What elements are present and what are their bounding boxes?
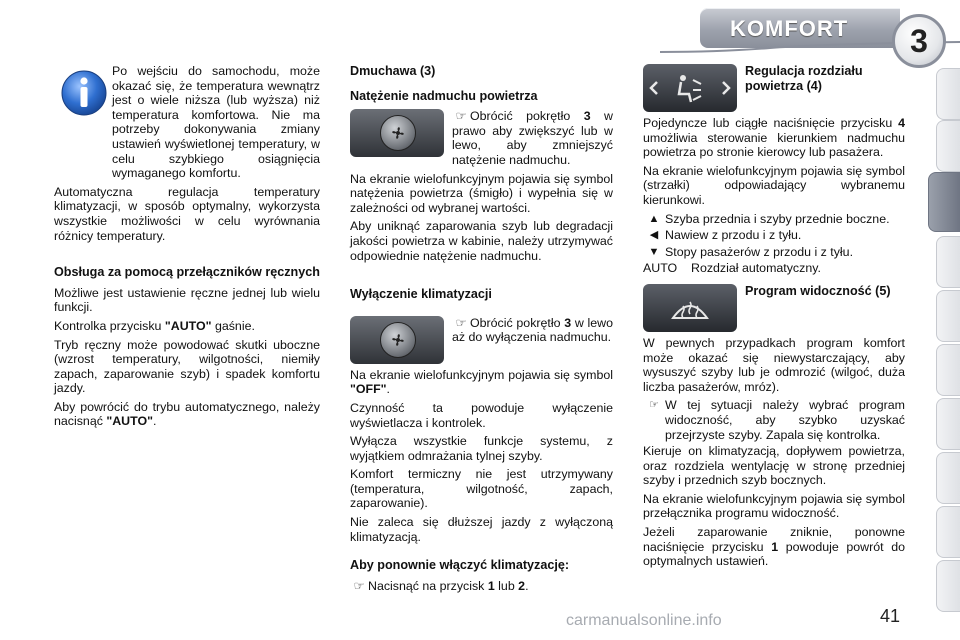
column-right	[643, 64, 905, 573]
fan-symbol-paragraph: Na ekranie wielofunkcyjnym pojawia się symbol natężenia powietrza (śmigło) i wypełnia się w zależności od wybranej wartości.	[350, 171, 613, 215]
edge-tab-2[interactable]	[936, 120, 960, 172]
comfort-not-kept-paragraph: Komfort termiczny nie jest utrzymywany (temperatura, wilgotność, zapach, zaparowanie).	[350, 467, 613, 511]
pointing-hand-icon: ☞	[455, 315, 467, 330]
press-button-paragraph: ☞ Nacisnąć na przycisk 1 lub 2.	[350, 579, 613, 594]
return-auto-paragraph: Aby powrócić do trybu automatycznego, należy nacisnąć "AUTO".	[54, 399, 320, 429]
visibility-reason-paragraph: W pewnych przypadkach program komfort może okazać się niewystarczający, aby wysuszyć szyby lub je odmrozić (wilgoć, duża liczba pasażerów, mróz).	[643, 335, 905, 394]
edge-tab-9[interactable]	[936, 506, 960, 558]
manual-side-effects-paragraph: Tryb ręczny może powodować skutki uboczne (wzrost temperatury, wilgotności, niemiły zapach, zaparowanie szyb) i spadek komfortu jazdy.	[54, 337, 320, 396]
off-symbol-paragraph: Na ekranie wielofunkcyjnym pojawia się symbol "OFF".	[350, 367, 613, 397]
list-item: ◀ Nawiew z przodu i z tyłu.	[643, 228, 905, 243]
not-recommended-paragraph: Nie zaleca się dłuższej jazdy z wyłączoną klimatyzacją.	[350, 515, 613, 544]
watermark: carmanualsonline.info	[566, 612, 722, 629]
intro-paragraph: Po wejściu do samochodu, może okazać się, że temperatura wewnątrz jest o wiele niższa (lub wyższa) niż temperatura komfortowa. Nie ma potrzeby dokonywania zmiany ustawień wyświetlonej temperatury, w celu szybkiego osiągnięcia wymaganego komfortu.	[112, 64, 320, 181]
air-intensity-heading: Natężenie nadmuchu powietrza	[350, 88, 538, 103]
auto-label: AUTO	[643, 261, 678, 276]
visibility-button-photo	[643, 284, 737, 332]
pointing-hand-icon: ☞	[353, 578, 365, 593]
visibility-effect-paragraph: Kieruje on klimatyzacją, dopływem powietrza, oraz rozdziela wentylację w stronę przedniej szyby i przednich szyb bocznych.	[643, 444, 905, 488]
page-title: KOMFORT	[730, 16, 849, 41]
arrows-symbol-paragraph: Na ekranie wielofunkcyjnym pojawia się symbol (strzałki) odpowiadający wybranemu kierunkowi.	[643, 163, 905, 207]
arrow-down-icon: ▼	[648, 245, 660, 258]
windscreen-defrost-icon	[643, 284, 737, 332]
chapter-number: 3	[892, 14, 946, 68]
chapter-edge-tabs	[928, 68, 960, 628]
list-item	[643, 261, 905, 276]
distribution-button-photo	[643, 64, 737, 112]
pointing-hand-icon: ☞	[455, 109, 467, 124]
arrow-up-icon: ▲	[648, 212, 660, 225]
edge-tab-5[interactable]	[936, 290, 960, 342]
ac-on-heading: Aby ponownie włączyć klimatyzację:	[350, 558, 570, 573]
manual-paragraph: Możliwe jest ustawienie ręczne jednej lub wielu funkcji.	[54, 285, 320, 315]
blower-knob-photo-2	[350, 316, 444, 364]
edge-tab-7[interactable]	[936, 398, 960, 450]
edge-tab-10[interactable]	[936, 560, 960, 612]
visibility-instruction: ☞ W tej sytuacji należy wybrać program widoczność, aby szybko uzyskać przejrzyste szyby. Zapala się kontrolka.	[643, 398, 905, 442]
ac-off-heading: Wyłączenie klimatyzacji	[350, 287, 492, 302]
auto-indicator-paragraph: Kontrolka przycisku "AUTO" gaśnie.	[54, 318, 255, 333]
avoid-fogging-paragraph: Aby uniknąć zaparowania szyb lub degradacji jakości powietrza w kabinie, należy utrzymywać odpowiednie natężenie nadmuchu.	[350, 219, 613, 263]
list-item: ▼ Stopy pasażerów z przodu i z tyłu.	[643, 245, 905, 260]
fan-icon	[390, 125, 406, 141]
auto-regulation-paragraph: Automatyczna regulacja temperatury klimatyzacji, w sposób optymalny, wykorzysta wszystkie możliwości w celu wyrównania różnicy temperatury.	[54, 184, 320, 243]
fan-icon	[390, 332, 406, 348]
blower-heading: Dmuchawa (3)	[350, 64, 436, 78]
display-off-paragraph: Czynność ta powoduje wyłączenie wyświetlacza i kontrolek.	[350, 400, 613, 430]
arrow-left-icon: ◀	[649, 229, 659, 242]
manual-controls-heading: Obsługa za pomocą przełączników ręcznych	[54, 265, 320, 280]
edge-tab-3-active[interactable]	[928, 172, 960, 232]
return-optimal-paragraph: Jeżeli zaparowanie zniknie, ponowne naciśnięcie przycisku 1 powoduje powrót do optymalnych ustawień.	[643, 525, 905, 569]
visibility-program-heading: Program widoczność (5)	[745, 283, 891, 298]
visibility-symbol-paragraph: Na ekranie wielofunkcyjnym pojawia się symbol przełącznika programu widoczność.	[643, 491, 905, 521]
pointing-hand-icon: ☞	[649, 399, 659, 412]
page-number: 41	[880, 606, 901, 626]
edge-tab-1[interactable]	[936, 68, 960, 120]
all-functions-off-paragraph: Wyłącza wszystkie funkcje systemu, z wyjątkiem odmrażania tylnej szyby.	[350, 434, 613, 463]
edge-tab-6[interactable]	[936, 344, 960, 396]
turn-knob-increase-paragraph: ☞ Obrócić pokrętło 3 w prawo aby zwiększyć lub w lewo, aby zmniejszyć natężenie nadmuchu.	[452, 109, 613, 167]
distribution-symbols-icon	[643, 64, 737, 112]
auto-description: Rozdział automatyczny.	[691, 261, 821, 276]
column-left	[54, 64, 320, 433]
edge-tab-4[interactable]	[936, 236, 960, 288]
air-distribution-heading: Regulacja rozdziału powietrza (4)	[745, 64, 863, 93]
list-item: ▲ Szyba przednia i szyby przednie boczne.	[643, 212, 905, 227]
edge-tab-8[interactable]	[936, 452, 960, 504]
distribution-button-paragraph: Pojedyncze lub ciągłe naciśnięcie przycisku 4 umożliwia sterowanie kierunkiem nadmuchu powietrza po stronie kierowcy lub pasażera.	[643, 116, 905, 160]
column-middle	[350, 64, 613, 597]
blower-knob-photo	[350, 109, 444, 157]
turn-knob-off-paragraph: ☞ Obrócić pokrętło 3 w lewo aż do wyłączenia nadmuchu.	[452, 315, 613, 345]
